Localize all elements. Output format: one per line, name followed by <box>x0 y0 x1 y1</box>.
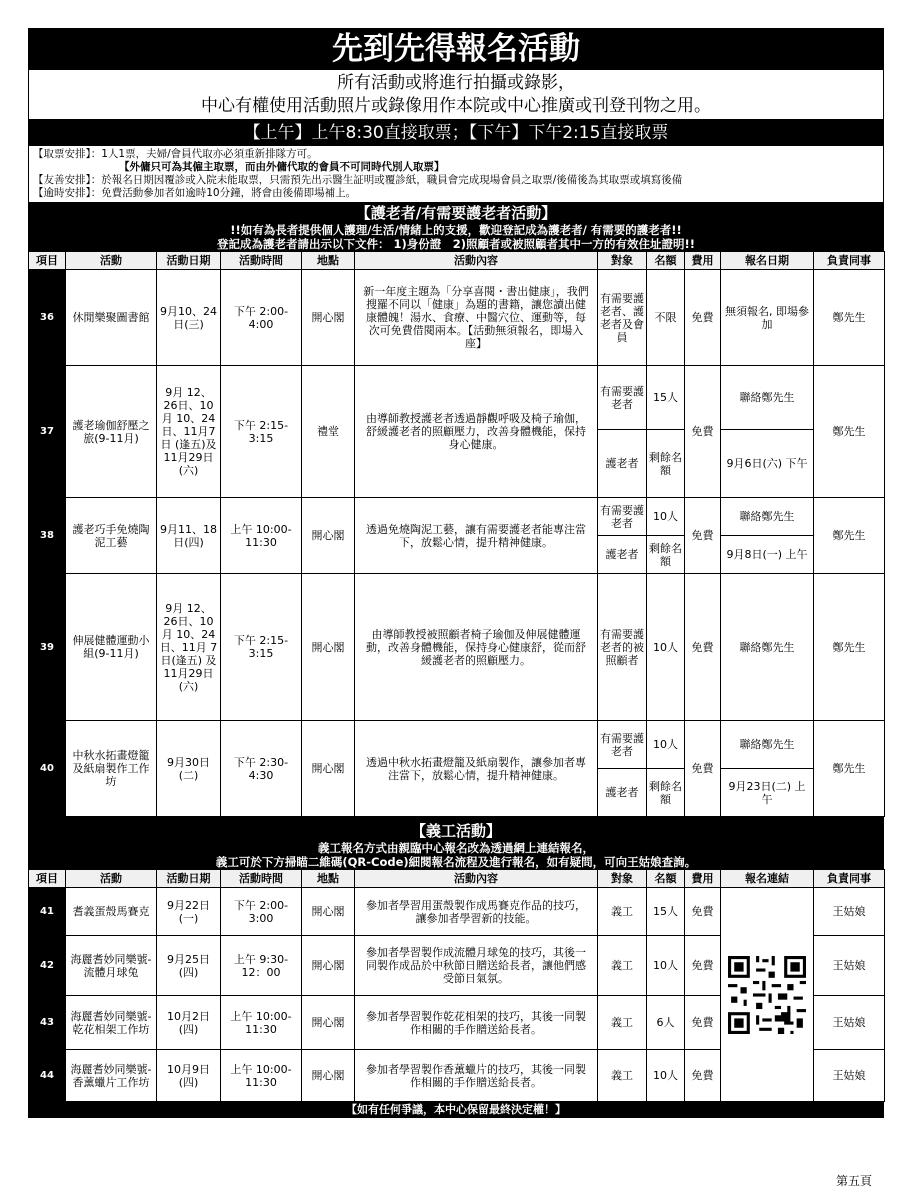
row-content: 參加者學習製作乾花相架的技巧，其後一同製作相關的手作贈送給長者。 <box>355 996 598 1050</box>
row-date: 10月2日 (四) <box>157 996 221 1050</box>
col-fee: 費用 <box>685 252 721 270</box>
flyer-page <box>28 28 884 1118</box>
row-staff: 鄭先生 <box>814 574 885 721</box>
row-place: 開心閣 <box>302 574 355 721</box>
row-date: 10月9日 (四) <box>157 1050 221 1102</box>
row-time: 上午 10:00-11:30 <box>221 996 302 1050</box>
row-no: 44 <box>29 1050 66 1102</box>
row-time: 上午 9:30-12：00 <box>221 936 302 996</box>
col-no: 項目 <box>29 870 66 888</box>
row-quota: 15人 <box>647 888 685 936</box>
col-place: 地點 <box>302 870 355 888</box>
row-target: 有需要護老者 <box>598 366 647 430</box>
row-no: 38 <box>29 498 66 574</box>
row-signup: 聯絡鄭先生 <box>721 721 814 769</box>
col-staff: 負責同事 <box>814 252 885 270</box>
col-date: 活動日期 <box>157 252 221 270</box>
row-date: 9月10、24日(三) <box>157 270 221 366</box>
row-time: 下午 2:15-3:15 <box>221 574 302 721</box>
row-target: 有需要護老者、護老者及會員 <box>598 270 647 366</box>
row-fee: 免費 <box>685 498 721 574</box>
row-target: 護老者 <box>598 536 647 574</box>
row-staff: 鄭先生 <box>814 498 885 574</box>
row-staff: 王姑娘 <box>814 1050 885 1102</box>
row-fee: 免費 <box>685 888 721 936</box>
volunteer-section-sub1: 義工報名方式由親臨中心報名改為透過網上連結報名， <box>318 841 594 855</box>
row-quota: 剩餘名額 <box>647 769 685 817</box>
row-content: 透過免燒陶泥工藝，讓有需要護老者能專注當下，放鬆心情，提升精神健康。 <box>355 498 598 574</box>
table-header-row <box>29 870 885 888</box>
row-target: 護老者 <box>598 430 647 498</box>
row-quota: 剩餘名額 <box>647 536 685 574</box>
rule-ticket: 【取票安排】：1人1票，夫婦/會員代取亦必須重新排隊方可。 <box>33 148 318 160</box>
row-content: 由導師教授護老者透過靜觀呼吸及椅子瑜伽，舒緩護老者的照顧壓力，改善身體機能，保持身心健康。 <box>355 366 598 498</box>
row-place: 開心閣 <box>302 996 355 1050</box>
row-fee: 免費 <box>685 574 721 721</box>
row-signup: 無須報名, 即場參加 <box>721 270 814 366</box>
col-quota: 名額 <box>647 252 685 270</box>
carer-activity-table <box>28 251 885 817</box>
row-no: 43 <box>29 996 66 1050</box>
table-row <box>29 574 885 721</box>
carer-section-header <box>28 203 884 251</box>
table-row <box>29 888 885 936</box>
page-title: 先到先得報名活動 <box>28 28 884 70</box>
carer-section-sub1: !!如有為長者提供個人護理/生活/情緒上的支援，歡迎登記成為護老者/ 有需要的護老者!! <box>230 223 682 237</box>
row-date: 9月25日 (四) <box>157 936 221 996</box>
row-quota: 10人 <box>647 1050 685 1102</box>
row-name: 海麗耆妙同樂號-乾花相架工作坊 <box>66 996 157 1050</box>
row-place: 禮堂 <box>302 366 355 498</box>
row-fee: 免費 <box>685 996 721 1050</box>
row-place: 開心閣 <box>302 1050 355 1102</box>
table-header-row <box>29 252 885 270</box>
table-row <box>29 721 885 769</box>
row-target: 有需要護老者 <box>598 721 647 769</box>
row-time: 下午 2:00-3:00 <box>221 888 302 936</box>
row-target: 有需要護老者的被照顧者 <box>598 574 647 721</box>
row-signup: 9月23日(二) 上午 <box>721 769 814 817</box>
row-signup: 9月8日(一) 上午 <box>721 536 814 574</box>
rule-helper: 【外傭只可為其僱主取票，而由外傭代取的會員不可同時代別人取票】 <box>119 161 445 173</box>
col-target: 對象 <box>598 870 647 888</box>
row-quota: 15人 <box>647 366 685 430</box>
col-content: 活動內容 <box>355 252 598 270</box>
row-fee: 免費 <box>685 270 721 366</box>
row-fee: 免費 <box>685 721 721 817</box>
col-name: 活動 <box>66 870 157 888</box>
rule-late: 【逾時安排】：免費活動參加者如逾時10分鐘，將會由後備即場補上。 <box>33 187 357 199</box>
rule-friendly: 【友善安排】：於報名日期因覆診或入院未能取票，只需預先出示醫生証明或覆診紙，職員會完成現場會員之取票/後備後為其取票或填寫後備 <box>33 174 683 186</box>
col-target: 對象 <box>598 252 647 270</box>
col-quota: 名額 <box>647 870 685 888</box>
carer-section-sub2: 登記成為護老者請出示以下文件： 1)身份證 2)照顧者或被照顧者其中一方的有效住址證明!! <box>216 237 695 251</box>
row-content: 參加者學習用蛋殼製作成馬賽克作品的技巧，讓參加者學習新的技能。 <box>355 888 598 936</box>
volunteer-activity-table <box>28 869 885 1102</box>
notice-line-1: 所有活動或將進行拍攝或錄影， <box>337 73 575 93</box>
col-no: 項目 <box>29 252 66 270</box>
row-quota: 剩餘名額 <box>647 430 685 498</box>
col-time: 活動時間 <box>221 870 302 888</box>
row-quota: 6人 <box>647 996 685 1050</box>
row-signup: 聯絡鄭先生 <box>721 498 814 536</box>
row-content: 透過中秋水拓畫燈籠及紙扇製作，讓參加者專注當下，放鬆心情，提升精神健康。 <box>355 721 598 817</box>
row-time: 下午 2:00-4:00 <box>221 270 302 366</box>
row-time: 上午 10:00-11:30 <box>221 1050 302 1102</box>
qr-cell <box>721 888 814 1102</box>
row-time: 上午 10:00-11:30 <box>221 498 302 574</box>
row-time: 下午 2:30-4:30 <box>221 721 302 817</box>
row-target: 義工 <box>598 1050 647 1102</box>
col-name: 活動 <box>66 252 157 270</box>
row-place: 開心閣 <box>302 721 355 817</box>
col-place: 地點 <box>302 252 355 270</box>
row-time: 下午 2:15-3:15 <box>221 366 302 498</box>
volunteer-section-header <box>28 817 884 869</box>
row-content: 由導師教授被照顧者椅子瑜伽及伸展健體運動，改善身體機能，保持身心健康舒，從而舒緩護老者的照顧壓力。 <box>355 574 598 721</box>
row-place: 開心閣 <box>302 498 355 574</box>
ticket-time-bar: 【上午】上午8:30直接取票；【下午】下午2:15直接取票 <box>28 120 884 146</box>
row-signup: 9月6日(六) 下午 <box>721 430 814 498</box>
page-number: 第五頁 <box>835 1174 872 1188</box>
row-date: 9月11、18日(四) <box>157 498 221 574</box>
table-row <box>29 270 885 366</box>
col-staff: 負責同事 <box>814 870 885 888</box>
col-content: 活動內容 <box>355 870 598 888</box>
rules-box <box>28 146 884 203</box>
row-no: 36 <box>29 270 66 366</box>
row-quota: 10人 <box>647 574 685 721</box>
row-quota: 10人 <box>647 721 685 769</box>
row-no: 40 <box>29 721 66 817</box>
row-name: 休閒樂聚圖書館 <box>66 270 157 366</box>
row-target: 義工 <box>598 888 647 936</box>
row-name: 海麗耆妙同樂號-流體月球兔 <box>66 936 157 996</box>
row-staff: 鄭先生 <box>814 270 885 366</box>
row-quota: 10人 <box>647 936 685 996</box>
row-signup: 聯絡鄭先生 <box>721 366 814 430</box>
row-date: 9月22日 (一) <box>157 888 221 936</box>
row-name: 護老瑜伽舒壓之旅(9-11月) <box>66 366 157 498</box>
row-content: 新一年度主題為「分享喜閱・書出健康」，我們搜羅不同以「健康」為題的書籍，讓您讀出健康體魄！湯水、食療、中醫穴位、運動等，每次可免費借閱兩本。【活動無須報名，即場入座】 <box>355 270 598 366</box>
row-no: 37 <box>29 366 66 498</box>
row-target: 有需要護老者 <box>598 498 647 536</box>
row-staff: 王姑娘 <box>814 996 885 1050</box>
row-staff: 王姑娘 <box>814 936 885 996</box>
row-date: 9月 12、26日、10月 10、24日、11月 7日(逢五) 及 11月29日 (六) <box>157 574 221 721</box>
notice-line-2: 中心有權使用活動照片或錄像用作本院或中心推廣或刊登刊物之用。 <box>201 96 711 116</box>
row-content: 參加者學習製作成流體月球兔的技巧，其後一同製作成品於中秋節日贈送給長者，讓他們感受節日氣氛。 <box>355 936 598 996</box>
row-staff: 鄭先生 <box>814 721 885 817</box>
row-staff: 王姑娘 <box>814 888 885 936</box>
row-staff: 鄭先生 <box>814 366 885 498</box>
row-date: 9月30日 (二) <box>157 721 221 817</box>
row-signup: 聯絡鄭先生 <box>721 574 814 721</box>
row-name: 護老巧手免燒陶泥工藝 <box>66 498 157 574</box>
row-fee: 免費 <box>685 1050 721 1102</box>
filming-notice <box>28 70 884 120</box>
row-fee: 免費 <box>685 936 721 996</box>
volunteer-section-title: 【義工活動】 <box>410 822 501 840</box>
row-no: 41 <box>29 888 66 936</box>
row-no: 39 <box>29 574 66 721</box>
col-date: 活動日期 <box>157 870 221 888</box>
col-signup: 報名日期 <box>721 252 814 270</box>
row-place: 開心閣 <box>302 888 355 936</box>
row-name: 耆義蛋殼馬賽克 <box>66 888 157 936</box>
table-row <box>29 498 885 536</box>
row-name: 海麗耆妙同樂號-香薰蠟片工作坊 <box>66 1050 157 1102</box>
col-signup-link: 報名連結 <box>721 870 814 888</box>
row-name: 中秋水拓畫燈籠及紙扇製作工作坊 <box>66 721 157 817</box>
dispute-footer: 【如有任何爭議，本中心保留最終決定權！】 <box>28 1102 884 1118</box>
row-fee: 免費 <box>685 366 721 498</box>
row-quota: 不限 <box>647 270 685 366</box>
row-date: 9月 12、26日、10月 10、24日、11月7日 (逢五)及 11月29日 (六) <box>157 366 221 498</box>
row-place: 開心閣 <box>302 270 355 366</box>
carer-section-title: 【護老者/有需要護老者活動】 <box>355 204 557 222</box>
row-no: 42 <box>29 936 66 996</box>
volunteer-section-sub2: 義工可於下方掃瞄二維碼(QR-Code)細閱報名流程及進行報名，如有疑問，可向王姑娘查詢。 <box>215 855 697 869</box>
col-time: 活動時間 <box>221 252 302 270</box>
table-row <box>29 366 885 430</box>
qr-code-icon[interactable] <box>728 956 806 1034</box>
row-name: 伸展健體運動小組(9-11月) <box>66 574 157 721</box>
row-target: 義工 <box>598 936 647 996</box>
row-quota: 10人 <box>647 498 685 536</box>
row-target: 護老者 <box>598 769 647 817</box>
row-place: 開心閣 <box>302 936 355 996</box>
col-fee: 費用 <box>685 870 721 888</box>
row-target: 義工 <box>598 996 647 1050</box>
row-content: 參加者學習製作香薰蠟片的技巧，其後一同製作相關的手作贈送給長者。 <box>355 1050 598 1102</box>
